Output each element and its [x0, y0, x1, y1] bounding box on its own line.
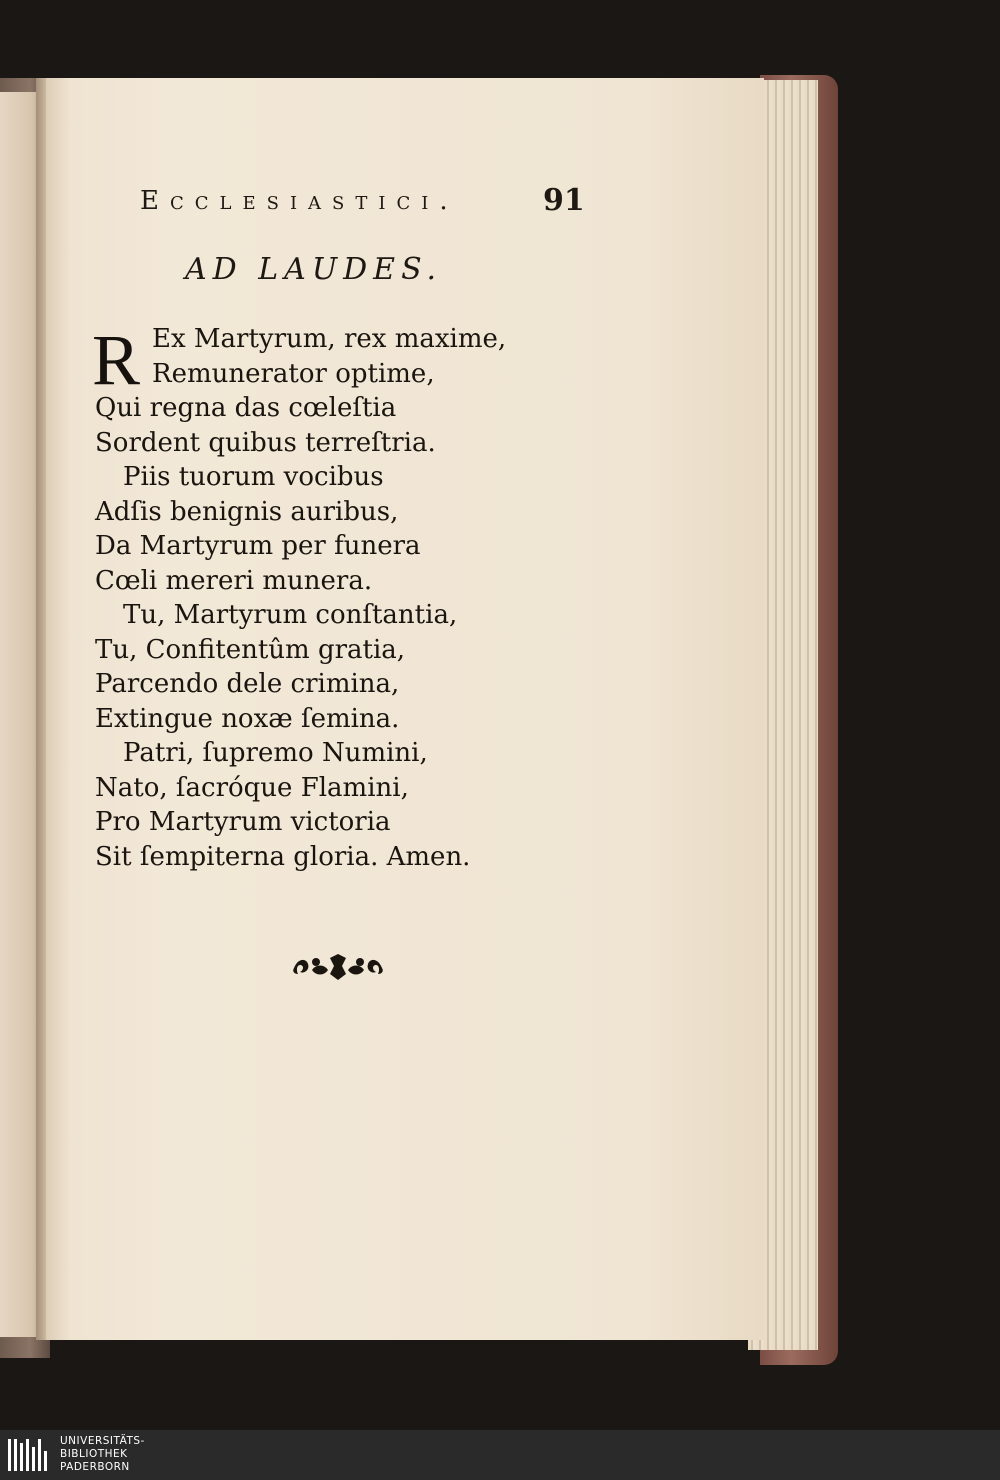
library-footer: [0, 1430, 1000, 1480]
verse-line: Nato, ſacróque Flamini,: [95, 772, 409, 803]
verse-line: Da Martyrum per funera: [95, 531, 421, 561]
verse-line: Adſis benignis auribus,: [95, 496, 399, 527]
running-head: Ecclesiastici.: [140, 186, 459, 216]
library-logo-text: [60, 1435, 145, 1474]
logo-line: UNIVERSITÄTS-: [60, 1435, 145, 1447]
verse-line: Sordent quibus terreſtria.: [95, 427, 436, 458]
verse-line: Ex Martyrum, rex maxime,: [152, 324, 507, 354]
verse-line: Pro Martyrum victoria: [95, 807, 391, 837]
verse-line: Cœli mereri munera.: [95, 565, 373, 596]
logo-line: BIBLIOTHEK: [60, 1448, 128, 1460]
verse-line: Remunerator optime,: [152, 358, 435, 389]
library-logo-icon: [8, 1437, 54, 1473]
verse-line: Qui regna das cœleſtia: [95, 393, 397, 423]
printers-ornament-icon: [290, 950, 386, 984]
verse-line: Tu, Confitentûm gratia,: [95, 634, 406, 665]
drop-cap: R: [92, 320, 141, 400]
page-number: 91: [543, 183, 585, 218]
verse-line: Piis tuorum vocibus: [123, 462, 384, 492]
verse-line: Tu, Martyrum conſtantia,: [123, 600, 458, 630]
verse-line: Sit ſempiterna gloria. Amen.: [95, 841, 471, 872]
verse-line: Parcendo dele crimina,: [95, 669, 400, 699]
verse-line: Extingue noxæ ſemina.: [95, 703, 400, 734]
verse-line: Patri, ſupremo Numini,: [123, 738, 428, 768]
verse-opening: [152, 322, 506, 391]
gutter: [36, 78, 46, 1340]
logo-line: PADERBORN: [60, 1461, 130, 1473]
hymn-title: AD LAUDES.: [185, 252, 443, 287]
verse-body: [95, 391, 470, 874]
